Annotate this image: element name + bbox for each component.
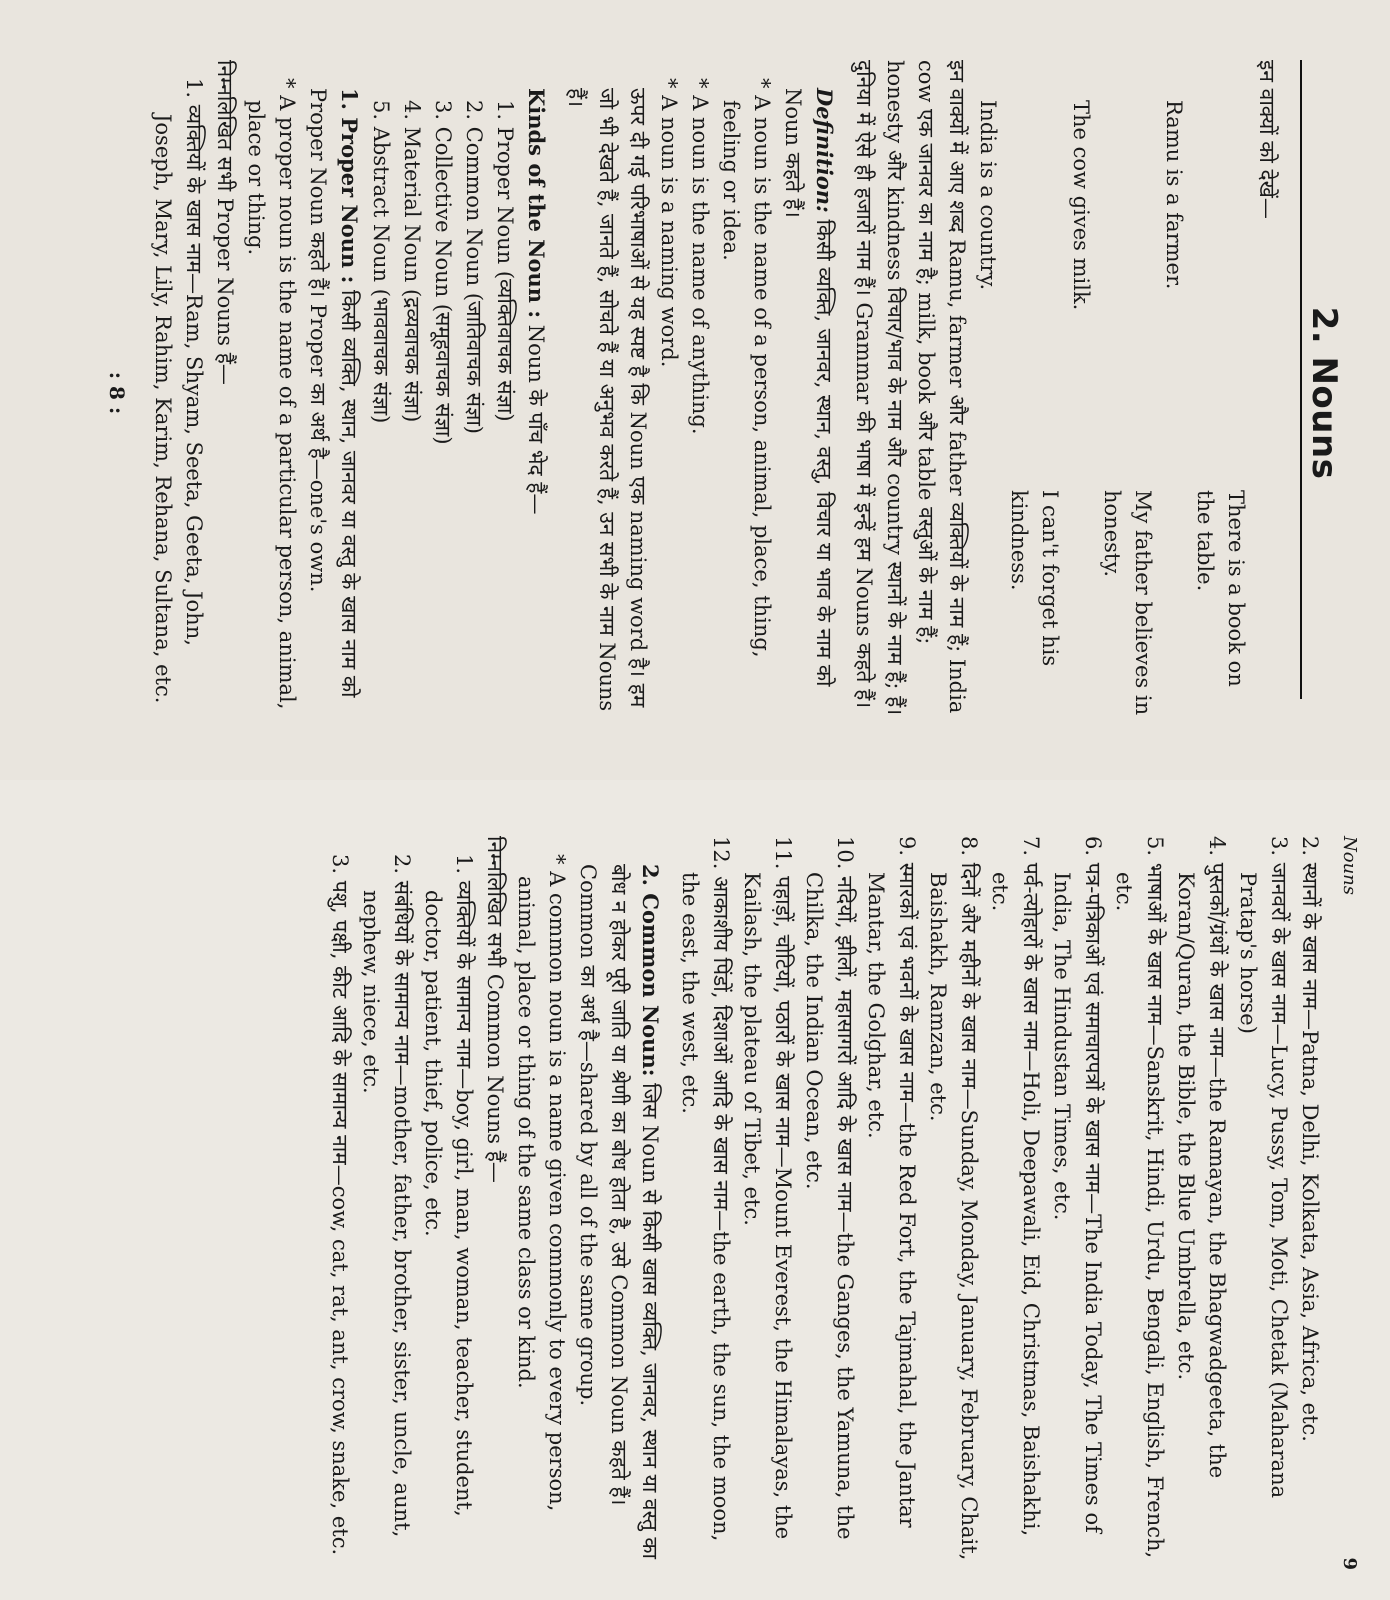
example-left-1: Ramu is a farmer. (1162, 100, 1186, 290)
kinds-label: Kinds of the Noun : (524, 88, 549, 319)
proper-list-item-9: 9. स्मारकों एवं भवनों के खास नाम—the Red Fort, the Tajmahal, the Jantar Mantar, the Golghar, etc. (864, 836, 919, 1528)
example-left-3: India is a country. (976, 100, 1000, 291)
definition-point-3: * A noun is a naming word. (657, 78, 681, 368)
common-noun-label: 2. Common Noun: (638, 864, 663, 1077)
proper-list-item-11: 11. पहाड़ों, चोटियों, पठारों के खास नाम—Mount Everest, the Himalayas, the Kailash, the plateau of Tibet, etc. (740, 836, 795, 1540)
proper-noun-label: 1. Proper Noun : (337, 88, 362, 284)
running-head-title: Nouns (1339, 836, 1360, 896)
common-noun-item-3: 3. पशु, पक्षी, कीट आदि के सामान्य नाम—cow, cat, rat, ant, crow, snake, etc. (328, 854, 352, 1556)
running-head (1339, 836, 1360, 1570)
proper-noun-intro: निम्नलिखित सभी Proper Nouns हैं— (213, 60, 237, 385)
definition-paragraph (777, 60, 840, 726)
kind-item-5: 5. Abstract Noun (भाववाचक संज्ञा) (369, 100, 393, 424)
proper-list-item-4: 4. पुस्तकों/ग्रंथों के खास नाम—the Ramayan, the Bhagwadgeeta, the Koran/Quran, the Bible, the Blue Umbrella, etc. (1174, 836, 1229, 1479)
page-number-9: 9 (1339, 1557, 1360, 1570)
kind-item-4: 4. Material Noun (द्रव्यवाचक संज्ञा) (400, 100, 424, 423)
chapter-title: 2. Nouns (1304, 306, 1344, 480)
example-sentences (972, 60, 1251, 726)
proper-list-item-6: 6. पत्र-पत्रिकाओं एवं समाचारपत्रों के खास नाम—The India Today, The Times of India, The Hindustan Times, etc. (1050, 836, 1105, 1533)
example-left-2: The cow gives milk. (1069, 100, 1093, 311)
intro-line: इन वाक्यों को देखें— (1255, 60, 1279, 219)
example-right-2: My father believes in honesty. (1100, 490, 1155, 716)
proper-noun-item-1: 1. व्यक्तियों के खास नाम—Ram, Shyam, Seeta, Geeta, John, Joseph, Mary, Lily, Rahim, Karim, Rehana, Sultana, etc. (151, 78, 206, 704)
common-noun-point: * A common noun is a name given commonly to every person, animal, place or thing of the same class or kind. (514, 854, 569, 1512)
kind-item-1: 1. Proper Noun (व्यक्तिवाचक संज्ञा) (493, 100, 517, 422)
proper-list-item-10: 10. नदियों, झीलों, महासागरों आदि के खास नाम—the Ganges, the Yamuna, the Chilka, the Indian Ocean, etc. (802, 836, 857, 1540)
kinds-heading (520, 60, 552, 726)
proper-list-item-3: 3. जानवरों के खास नाम—Lucy, Pussy, Tom, Moti, Chetak (Maharana Pratap's horse) (1236, 836, 1291, 1499)
proper-list-item-2: 2. स्थानों के खास नाम—Patna, Delhi, Kolkata, Asia, Africa, etc. (1298, 836, 1322, 1442)
kind-item-2: 2. Common Noun (जातिवाचक संज्ञा) (462, 100, 486, 434)
definition-point-2: * A noun is the name of anything. (688, 78, 712, 435)
title-rule (1300, 60, 1302, 699)
definition-text: किसी व्यक्ति, जानवर, स्थान, वस्तु, विचार या भाव के नाम को Noun कहते हैं। (781, 88, 836, 687)
proper-noun-paragraph (302, 60, 365, 726)
page-number-8: : 8 : (105, 371, 129, 415)
proper-noun-point: * A proper noun is the name of a particular person, animal, place or thing. (244, 78, 299, 710)
proper-list-item-8: 8. दिनों और महीनों के खास नाम—Sunday, Monday, January, February, Chait, Baishakh, Ramzan, etc. (926, 836, 981, 1561)
definition-label: Definition: (812, 88, 837, 213)
definition-point-1: * A noun is the name of a person, animal, place, thing, feeling or idea. (719, 78, 774, 658)
proper-list-item-5: 5. भाषाओं के खास नाम—Sanskrit, Hindi, Urdu, Bengali, English, French, etc. (1112, 836, 1167, 1559)
page-8 (0, 0, 1390, 780)
common-noun-paragraph (572, 836, 666, 1570)
proper-noun-text: किसी व्यक्ति, स्थान, जानवर या वस्तु के खास नाम को Proper Noun कहते हैं। Proper का अर्थ है—one's own. (306, 88, 361, 698)
example-right-3: I can't forget his kindness. (1007, 490, 1062, 667)
common-noun-intro: निम्नलिखित सभी Common Nouns हैं— (483, 836, 507, 1183)
example-right-1: There is a book on the table. (1193, 490, 1248, 687)
summary-paragraph: ऊपर दी गई परिभाषाओं से यह स्पष्ट है कि Noun एक naming word है। हम जो भी देखते हैं, जानते हैं, सोचते हैं या अनुभव करते हैं, उन सभी के नाम Nouns हैं। (564, 88, 650, 712)
common-noun-item-2: 2. संबंधियों के सामान्य नाम—mother, father, brother, sister, uncle, aunt, nephew, niece, etc. (359, 854, 414, 1538)
explanation-paragraph: इन वाक्यों में आए शब्द Ramu, farmer और father व्यक्तियों के नाम हैं; India cow एक जानवर का नाम है; milk, book और table वस्तुओं के नाम हैं; honesty और kindness विचार/भाव के नाम और country स्थानों के नाम हैं; हैं। दुनिया में ऐसे ही हजारों नाम हैं। Grammar की भाषा में इन्हें हम Nouns कहते हैं। (852, 60, 969, 716)
kinds-text: Noun के पाँच भेद हैं— (524, 318, 548, 515)
common-noun-text: जिस Noun से किसी खास व्यक्ति, जानवर, स्थान या वस्तु का बोध न होकर पूरी जाति या श्रेणी का बोध होता है, उसे Common Noun कहते हैं। Common का अर्थ है—shared by all of the same group. (576, 864, 662, 1559)
common-noun-item-1: 1. व्यक्तियों के सामान्य नाम—boy, girl, man, woman, teacher, student, doctor, patient, thief, police, etc. (421, 854, 476, 1517)
kind-item-3: 3. Collective Noun (समूहवाचक संज्ञा) (431, 100, 455, 445)
page-9 (0, 780, 1390, 1600)
proper-list-item-7: 7. पर्व-त्योहारों के खास नाम—Holi, Deepawali, Eid, Christmas, Baishakhi, etc. (988, 836, 1043, 1537)
proper-list-item-12: 12. आकाशीय पिंडों, दिशाओं आदि के खास नाम—the earth, the sun, the moon, the east, the west, etc. (678, 836, 733, 1542)
